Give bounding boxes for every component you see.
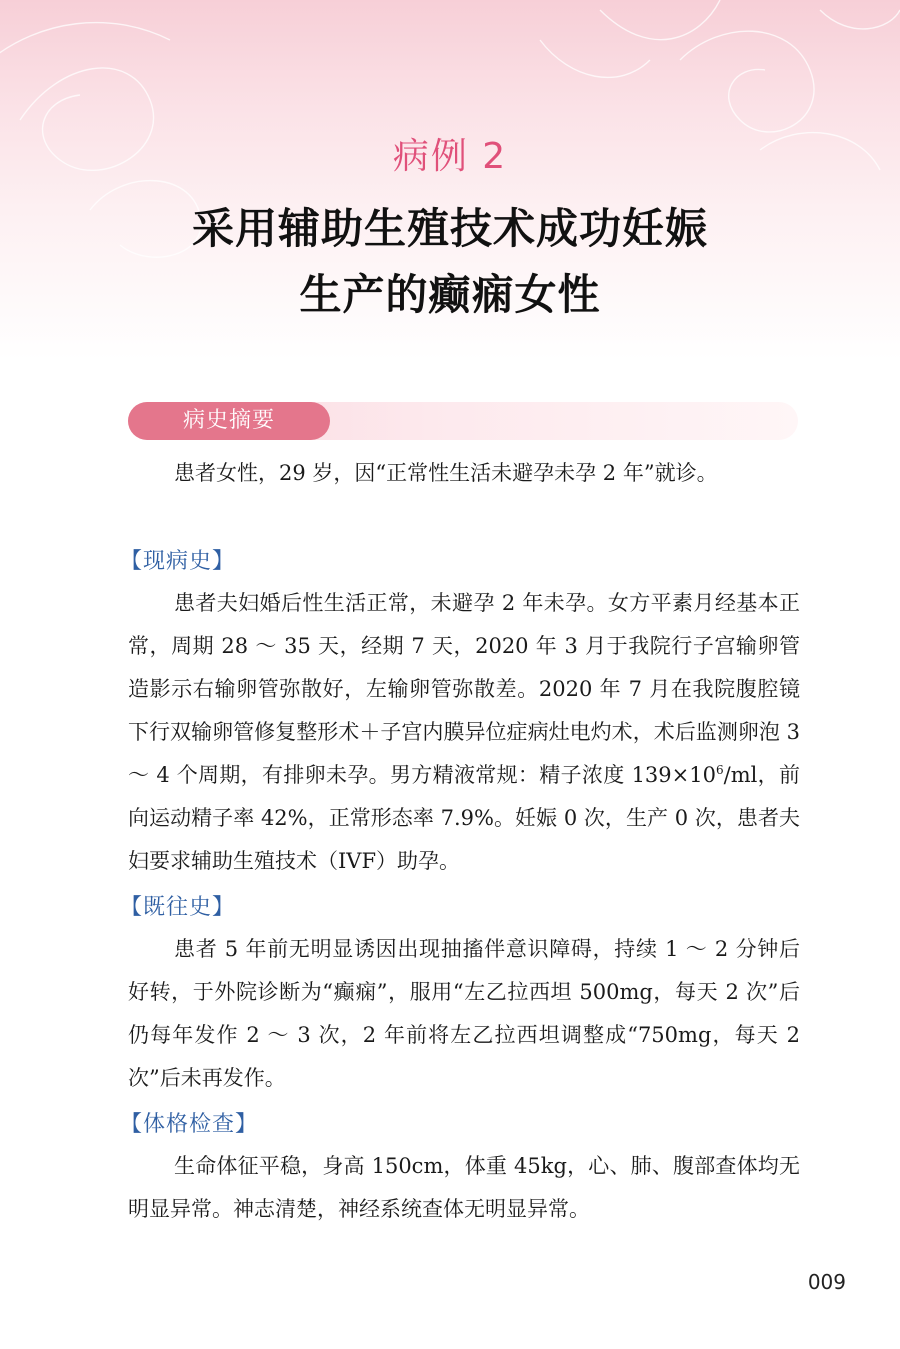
heading-past-history: 【既往史】	[120, 895, 236, 920]
case-label: 病例 2	[392, 136, 508, 177]
present-illness-paragraph	[128, 582, 800, 883]
physical-exam-paragraph: 生命体征平稳，身高 150cm，体重 45kg，心、肺、腹部查体均无明显异常。神志清楚，神经系统查体无明显异常。	[128, 1154, 800, 1221]
summary-paragraph: 患者女性，29 岁，因“正常性生活未避孕未孕 2 年”就诊。	[174, 461, 718, 485]
heading-present-illness: 【现病史】	[120, 549, 236, 574]
past-history-paragraph: 患者 5 年前无明显诱因出现抽搐伴意识障碍，持续 1 ～ 2 分钟后好转，于外院诊断为“癫痫”，服用“左乙拉西坦 500mg，每天 2 次”后仍每年发作 2 ～ 3 次，2 年前将左乙拉西坦调整成“750mg，每天 2 次”后未再发作。	[128, 937, 800, 1090]
case-title-line-2: 生产的癫痫女性	[299, 270, 601, 319]
present-illness-text-cont: /ml，前向运动精子率 42%，正常形态率 7.9%。妊娠 0 次，生产 0 次，患者夫妇要求辅助生殖技术（IVF）助孕。	[128, 763, 800, 873]
exponent: 6	[715, 763, 724, 777]
present-illness-text: 患者夫妇婚后性生活正常，未避孕 2 年未孕。女方平素月经基本正常，周期 28 ～ 35 天，经期 7 天，2020 年 3 月于我院行子宫输卵管造影示右输卵管弥散好，左输卵管弥散差。2020 年 7 月在我院腹腔镜下行双输卵管修复整形术＋子宫内膜异位症病灶电灼术，术后监测卵泡 3 ～ 4 个周期，有排卵未孕。男方精液常规：精子浓度 139×10	[128, 591, 800, 787]
section-label-summary: 病史摘要	[128, 402, 330, 440]
case-title-line-1: 采用辅助生殖技术成功妊娠	[191, 204, 708, 253]
page-number: 009	[807, 1270, 846, 1294]
heading-physical-exam: 【体格检查】	[120, 1112, 259, 1137]
